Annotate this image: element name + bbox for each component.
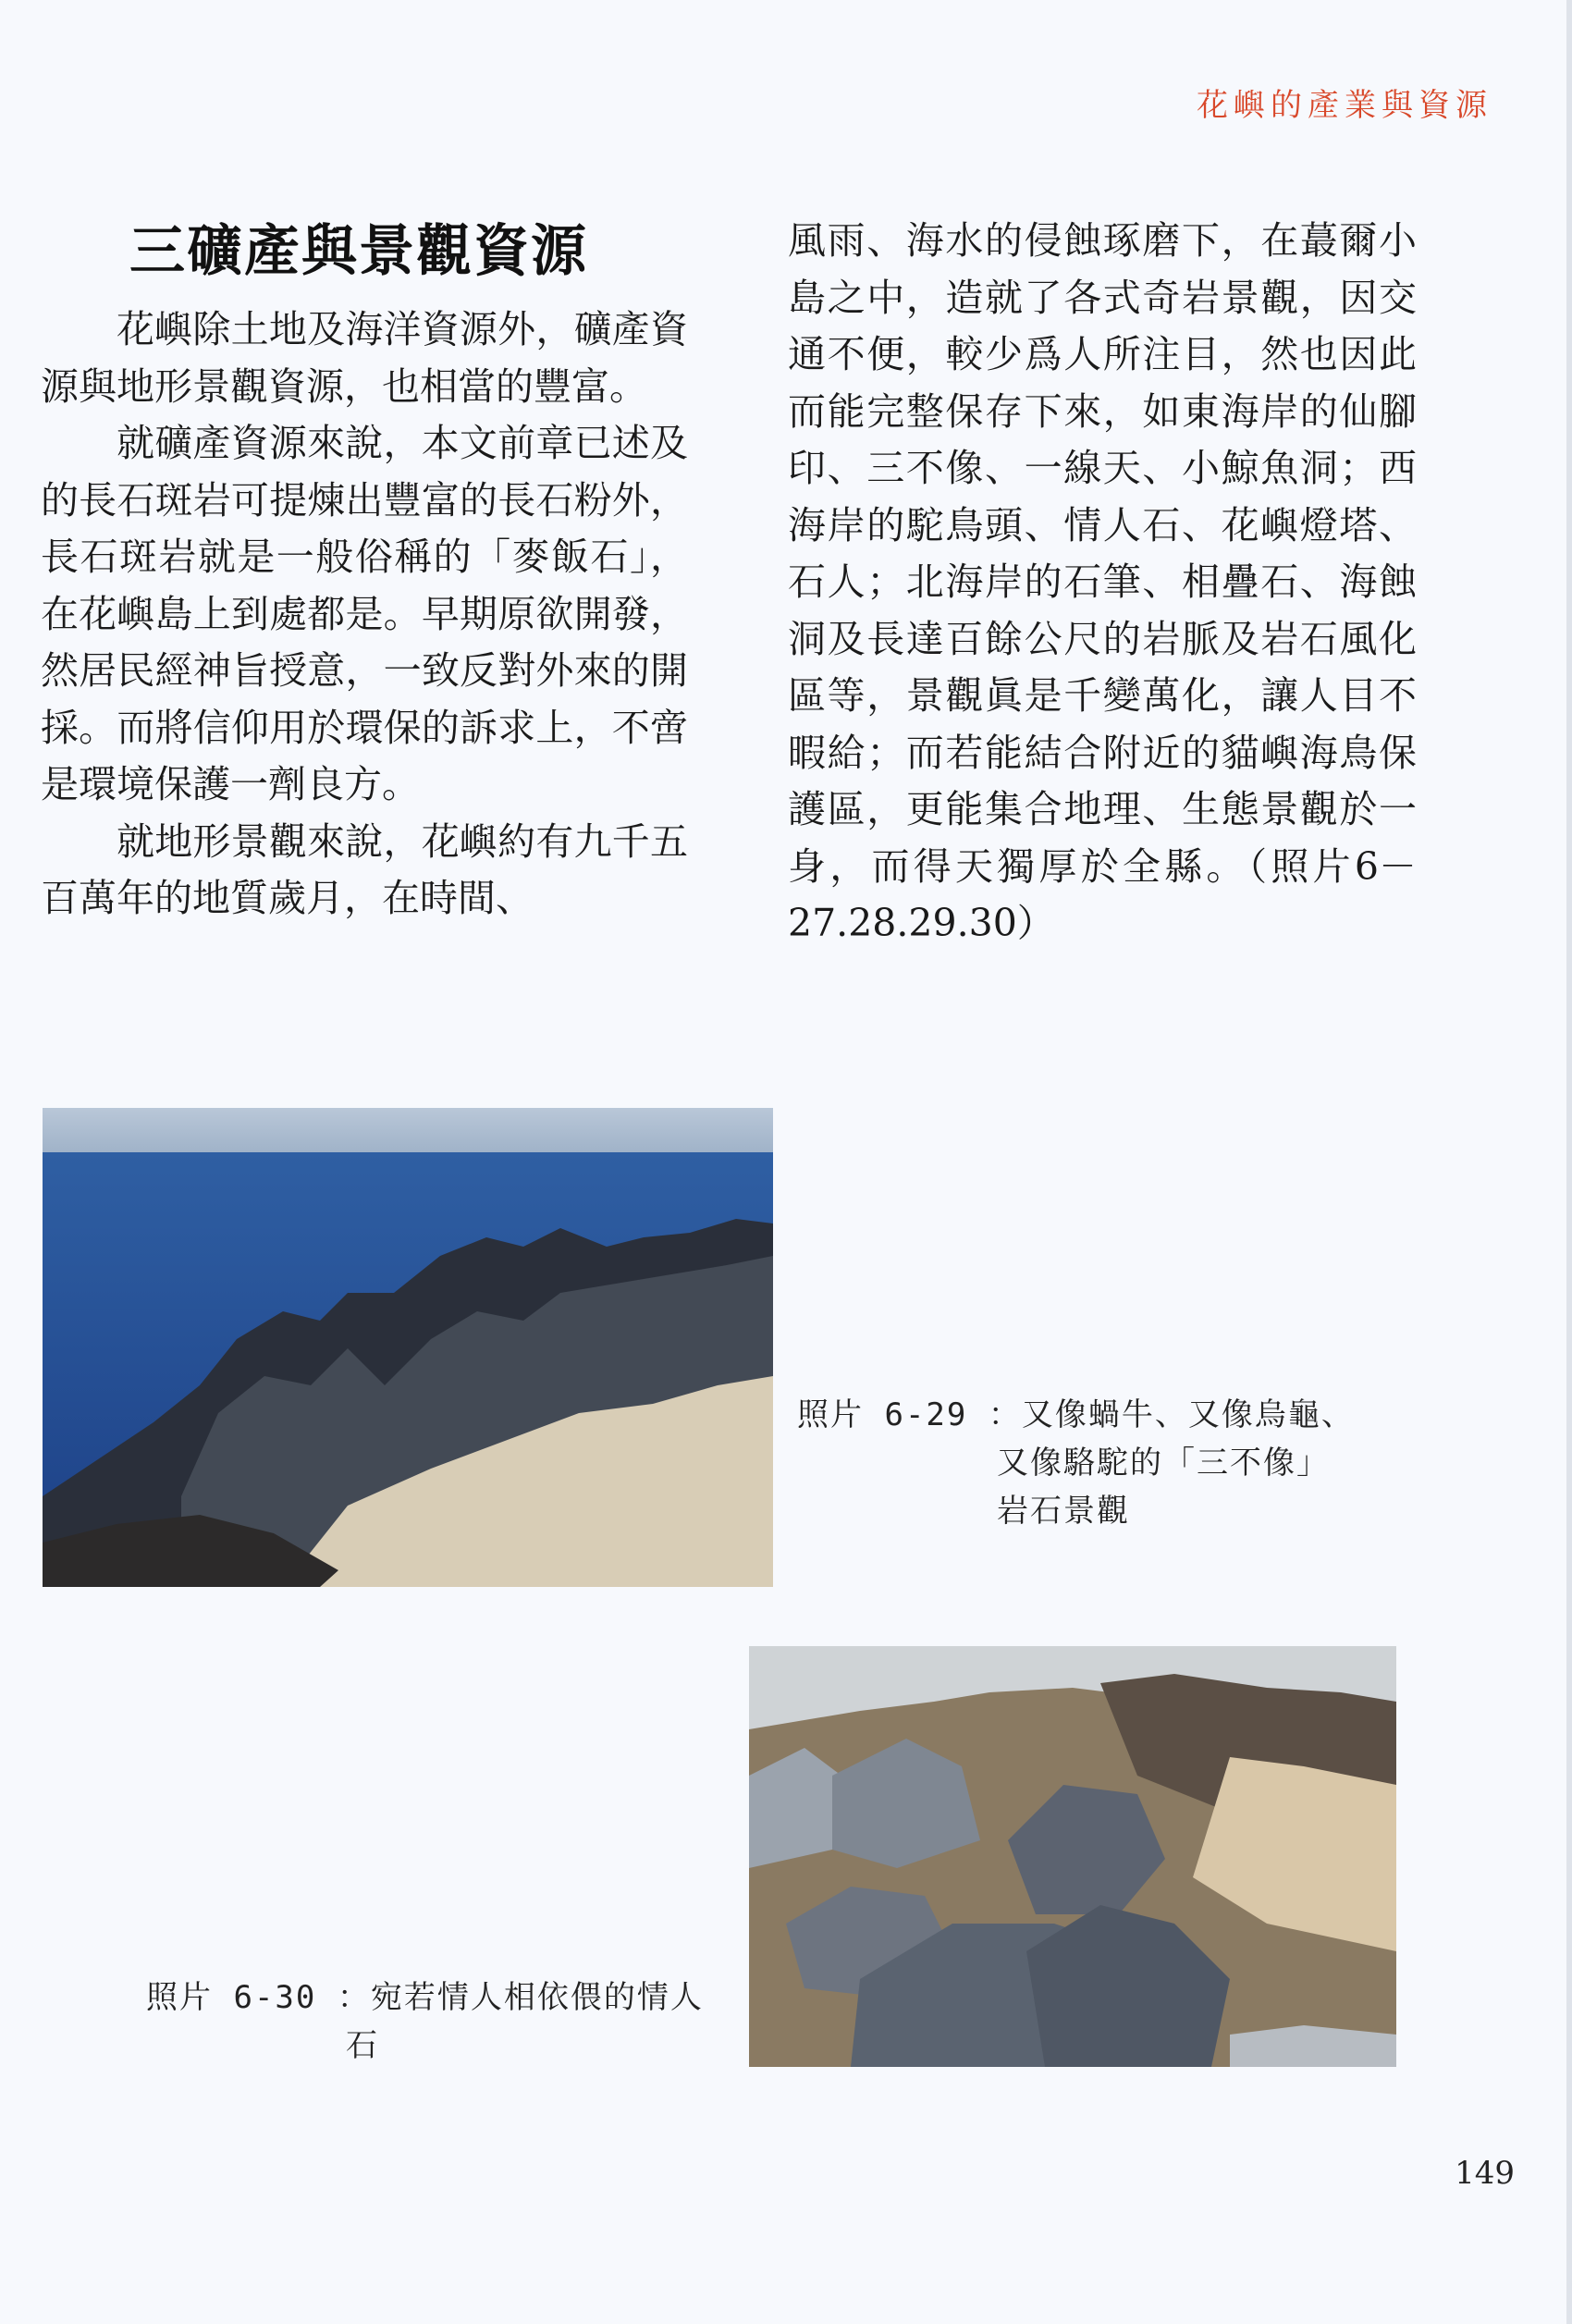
caption-29-line-3: 岩石景觀 xyxy=(997,1493,1130,1530)
paragraph-2: 就礦產資源來說，本文前章已述及的長石斑岩可提煉出豐富的長石粉外，長石斑岩就是一般俗稱的「麥飯石」，在花嶼島上到處都是。早期原欲開發，然居民經神旨授意，一致反對外來的開採。而將信仰用於環保的訴求上，不啻是環境保護一劑良方。 xyxy=(41,421,688,806)
page-edge xyxy=(1566,0,1572,2324)
section-title: 三礦產與景觀資源 xyxy=(129,219,588,284)
photo-6-29-coastline xyxy=(43,1108,773,1587)
photo-6-30-lovers-rock xyxy=(749,1646,1396,2067)
photo-6-30-caption xyxy=(146,1974,704,2070)
paragraph-continued: 風雨、海水的侵蝕琢磨下，在蕞爾小島之中，造就了各式奇岩景觀，因交通不便，較少爲人所注目，然也因此而能完整保存下來，如東海岸的仙腳印、三不像、一線天、小鯨魚洞；西海岸的駝鳥頭、情人石、花嶼燈塔、石人；北海岸的石筆、相疊石、海蝕洞及長達百餘公尺的岩脈及岩石風化區等，景觀眞是千變萬化，讓人目不暇給；而若能結合附近的貓嶼海鳥保護區，更能集合地理、生態景觀於一身，而得天獨厚於全縣。（照片6－27.28.29.30） xyxy=(788,218,1417,945)
page-number: 149 xyxy=(1455,2155,1515,2192)
caption-30-line-1: 照片 6-30 ：宛若情人相依偎的情人 xyxy=(146,1979,704,2016)
right-column xyxy=(788,213,1417,953)
paragraph-3: 就地形景觀來說，花嶼約有九千五百萬年的地質歲月，在時間、 xyxy=(41,818,688,920)
running-header: 花嶼的產業與資源 xyxy=(1197,87,1492,124)
photo-6-29-caption xyxy=(797,1391,1355,1535)
left-column xyxy=(41,198,688,928)
caption-29-line-2: 又像駱駝的「三不像」 xyxy=(997,1445,1330,1482)
paragraph-1: 花嶼除土地及海洋資源外，礦產資源與地形景觀資源，也相當的豐富。 xyxy=(41,307,688,409)
caption-30-line-2: 石 xyxy=(346,2027,379,2064)
caption-29-line-1: 照片 6-29 ：又像蝸牛、又像烏龜、 xyxy=(797,1396,1355,1433)
